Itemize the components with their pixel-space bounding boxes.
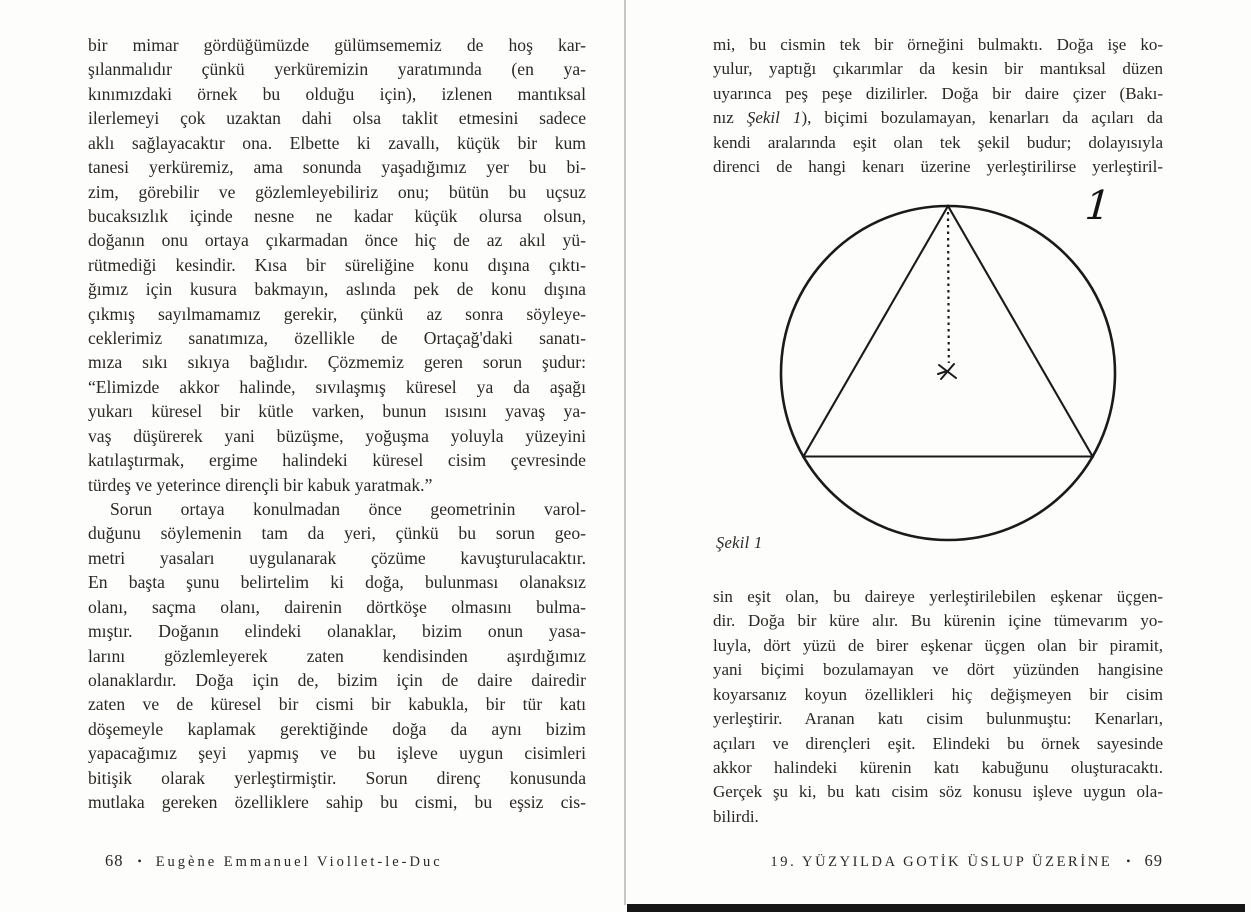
text-line: yukarı küresel bir kütle varken, bunun ısısını yavaş ya- bbox=[88, 401, 586, 422]
text-line: rütmediği kesindir. Kısa bir süreliğine konu dışına çıktı- bbox=[88, 254, 586, 275]
figure-number-label: 1 bbox=[1083, 183, 1113, 229]
right-page-body-text-top bbox=[713, 33, 1163, 180]
right-page-body-text-bottom bbox=[713, 585, 1163, 829]
text-line: vaş düşürerek yani büzüşme, yoğuşma yoluyla yüzeyini bbox=[88, 425, 586, 446]
text-line: metri yasaları uygulanarak çözüme kavuşturulacaktır. bbox=[88, 547, 586, 568]
text-line: bucaksızlık içinde nesne ne kadar küçük olursa olsun, bbox=[88, 205, 586, 226]
right-page-number: 69 bbox=[1144, 851, 1163, 870]
text-line: yapacağımız şeyi yapmış ve bu işleve uygun cisimleri bbox=[88, 743, 586, 764]
text-line: çıkmış sayılmamamız gerekir, çünkü az sonra söyleye- bbox=[88, 303, 586, 324]
text-line: koyarsanız koyun özellikleri hiç değişmeyen bir cisim bbox=[713, 684, 1163, 704]
text-line: yerleştirir. Aranan katı cisim bulunmuştu: Kenarları, bbox=[713, 709, 1163, 729]
text-line: kendi aralarında eşit olan tek şekil budur; dolayısıyla bbox=[713, 132, 1163, 152]
dashed-radius-line bbox=[948, 212, 949, 363]
text-line: mutlaka gereken özelliklere sahip bu cismi, bu eşsiz cis- bbox=[88, 792, 586, 813]
text-line: dir. Doğa bir küre alır. Bu kürenin içine tümevarım yo- bbox=[713, 611, 1163, 631]
text-line: mi, bu cismin tek bir örneğini bulmaktı. Doğa işe ko- bbox=[713, 35, 1163, 54]
text-line: döşemeyle kaplamak gerektiğinde doğa da aynı bizim bbox=[88, 718, 586, 739]
text-line: bitişik olarak yerleştirmiştir. Sorun direnç konusunda bbox=[88, 767, 586, 788]
text-line: açıları ve dirençleri eşit. Elindeki bu örnek sayesinde bbox=[713, 733, 1163, 753]
left-page-number: 68 bbox=[105, 851, 124, 870]
scan-edge-artifact bbox=[627, 904, 1245, 912]
text-line: “Elimizde akkor halinde, sıvılaşmış küresel ya da aşağı bbox=[88, 376, 586, 397]
text-line: larını gözlemleyerek zaten kendisinden aşırdığımız bbox=[88, 645, 586, 666]
center-point-mark bbox=[938, 364, 956, 379]
text-line: zim, görebilir ve gözlemleyebiliriz onu; bütün bu uçsuz bbox=[88, 181, 586, 202]
figure-caption: Şekil 1 bbox=[716, 533, 763, 552]
footer-bullet-icon: • bbox=[137, 854, 142, 868]
text-line: bir mimar gördüğümüzde gülümsememiz de hoş kar- bbox=[88, 35, 586, 55]
text-line: sin eşit olan, bu daireye yerleştirilebilen eşkenar üçgen- bbox=[713, 587, 1163, 606]
text-line: uyarınca peş peşe dizilirler. Doğa bir daire çizer (Bakı- bbox=[713, 83, 1163, 103]
author-running-head: Eugène Emmanuel Viollet-le-Duc bbox=[155, 854, 443, 870]
text-line: olanı, saçma olanı, dairenin dörtköşe olmasını bulma- bbox=[88, 596, 586, 617]
text-line: tanesi yerküremiz, ama sonunda yaşadığımız yer bu bi- bbox=[88, 157, 586, 178]
text-line: direnci de hangi kenarı üzerine yerleştirilirse yerleştiril- bbox=[713, 157, 1163, 177]
text-line: yani biçimi bozulamayan ve dört yüzünden hangisine bbox=[713, 660, 1163, 680]
text-line: yulur, yaptığı çıkarımlar da kesin bir mantıksal düzen bbox=[713, 59, 1163, 79]
figure-sekil-1 bbox=[713, 185, 1163, 550]
text-line: luyla, dört yüzü de birer eşkenar üçgen olan bir piramit, bbox=[713, 635, 1163, 655]
text-line: mıştır. Doğanın elindeki olanaklar, bizim onun yasa- bbox=[88, 621, 586, 642]
text-line: Sorun ortaya konulmadan önce geometrinin varol- bbox=[110, 499, 586, 520]
left-page-body-text bbox=[88, 33, 586, 815]
text-line: şılanmalıdır çünkü yerküremizin yaratımında (en ya- bbox=[88, 59, 586, 80]
footer-bullet-icon: • bbox=[1126, 854, 1131, 868]
text-line: doğanın onu ortaya çıkarmadan önce hiç de az akıl yü- bbox=[88, 230, 586, 251]
text-line: ceklerimiz sanatımıza, özellikle de Ortaçağ'daki sanatı- bbox=[88, 328, 586, 349]
text-line: Gerçek şu ki, bu katı cisim söz konusu işleve uygun ola- bbox=[713, 782, 1163, 802]
text-line: ğımız için kusura bakmayın, aslında pek de konu dışına bbox=[88, 279, 586, 300]
text-line: nız Şekil 1), biçimi bozulamayan, kenarları da açıları da bbox=[713, 108, 1163, 128]
text-line: bilirdi. bbox=[713, 806, 759, 826]
page-gutter-divider bbox=[624, 0, 626, 905]
geometry-diagram bbox=[713, 185, 1163, 550]
text-line: kınımızdaki örnek bu olduğu için), izlenen mantıksal bbox=[88, 83, 586, 104]
text-line: katılaştırmak, ergime halindeki küresel cisim çevresinde bbox=[88, 450, 586, 471]
text-line: duğunu söylemenin tam da yeri, çünkü bu sorun geo- bbox=[88, 523, 586, 544]
left-running-footer bbox=[105, 851, 443, 873]
text-line: türdeş ve yeterince dirençli bir kabuk yaratmak.” bbox=[88, 474, 433, 495]
text-line: akkor halindeki kürenin katı kabuğunu oluşturacaktı. bbox=[713, 757, 1163, 777]
text-line: mıza sıkı sıkıya bağlıdır. Çözmemiz geren sorun şudur: bbox=[88, 352, 586, 373]
text-line: ilerlemeyi çok uzaktan dahi olsa taklit etmesini sadece bbox=[88, 108, 586, 129]
right-running-footer bbox=[713, 851, 1163, 873]
text-line: olanaklardır. Doğa için de, bizim için de daire dairedir bbox=[88, 669, 586, 690]
text-line: En başta şunu belirtelim ki doğa, bulunması olanaksız bbox=[88, 572, 586, 593]
text-line: zaten ve de küresel bir cismi bir kabukla, bir tür katı bbox=[88, 694, 586, 715]
text-line: aklı sağlayacaktır ona. Elbette ki zavallı, küçük bir kum bbox=[88, 132, 586, 153]
title-running-head: 19. YÜZYILDA GOTİK ÜSLUP ÜZERİNE bbox=[770, 854, 1113, 870]
